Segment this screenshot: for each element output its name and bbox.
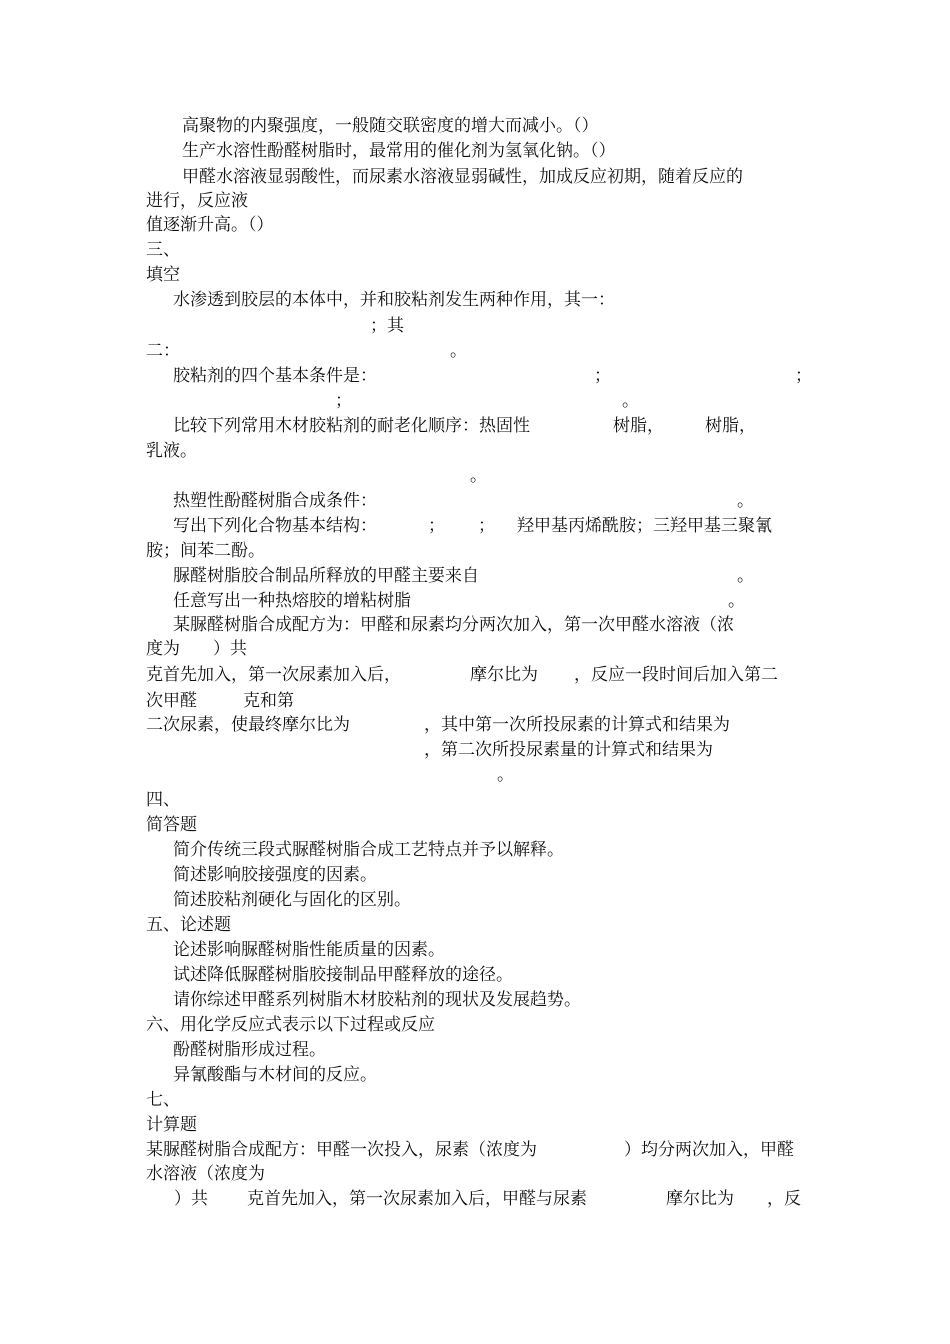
text-line: 克和第 <box>243 691 294 711</box>
section-number: 四、 <box>146 790 180 810</box>
text-line: 摩尔比为 <box>666 1189 734 1209</box>
text-line: 克首先加入，第一次尿素加入后，甲醛与尿素 <box>247 1189 587 1209</box>
text-line: 任意写出一种热熔胶的增粘树脂 <box>173 591 411 611</box>
text-line: 某脲醛树脂合成配方为：甲醛和尿素均分两次加入，第一次甲醛水溶液（浓 <box>173 615 734 635</box>
text-line: 进行，反应液 <box>146 191 248 211</box>
text-line: 。 <box>622 391 639 411</box>
text-line: 树脂， <box>705 416 756 436</box>
text-line: 值逐渐升高。（） <box>146 215 274 235</box>
text-line: ； <box>428 516 445 536</box>
text-line: 简述胶粘剂硬化与固化的区别。 <box>173 890 411 910</box>
text-line: 。 <box>470 466 487 486</box>
text-line: 。 <box>497 765 514 785</box>
text-line: ）共 <box>174 1189 208 1209</box>
text-line: 异氰酸酯与木材间的反应。 <box>173 1065 377 1085</box>
text-line: 水溶液（浓度为 <box>146 1164 265 1184</box>
text-line: 生产水溶性酚醛树脂时，最常用的催化剂为氢氧化钠。（） <box>182 141 616 161</box>
text-line: 试述降低脲醛树脂胶接制品甲醛释放的途径。 <box>173 965 513 985</box>
text-line: ； <box>594 366 611 386</box>
text-line: 水渗透到胶层的本体中，并和胶粘剂发生两种作用，其一： <box>173 290 615 310</box>
text-line: 胺；间苯二酚。 <box>146 541 265 561</box>
text-line: 高聚物的内聚强度，一般随交联密度的增大而减小。（） <box>182 116 599 136</box>
text-line: ）共 <box>213 639 247 659</box>
text-line: 请你综述甲醛系列树脂木材胶粘剂的现状及发展趋势。 <box>173 990 581 1010</box>
text-line: 胶粘剂的四个基本条件是： <box>173 366 377 386</box>
text-line: 比较下列常用木材胶粘剂的耐老化顺序：热固性 <box>173 416 530 436</box>
text-line: ；其 <box>370 316 404 336</box>
text-line: 。 <box>450 341 467 361</box>
text-line: ，反应一段时间后加入第二 <box>574 665 778 685</box>
text-line: 写出下列化合物基本结构： <box>173 516 377 536</box>
text-line: 脲醛树脂胶合制品所释放的甲醛主要来自 <box>173 566 479 586</box>
text-line: 二次尿素，使最终摩尔比为 <box>146 715 350 735</box>
text-line: ，反 <box>767 1189 801 1209</box>
section-heading: 六、用化学反应式表示以下过程或反应 <box>146 1015 435 1035</box>
text-line: 。 <box>728 591 745 611</box>
section-heading: 填空 <box>146 265 180 285</box>
text-line: 简介传统三段式脲醛树脂合成工艺特点并予以解释。 <box>173 840 564 860</box>
text-line: ； <box>478 516 495 536</box>
text-line: 甲醛水溶液显弱酸性，而尿素水溶液显弱碱性，加成反应初期，随着反应的 <box>182 167 743 187</box>
section-number: 七、 <box>146 1090 180 1110</box>
text-line: 某脲醛树脂合成配方：甲醛一次投入，尿素（浓度为 <box>146 1140 537 1160</box>
text-line: 论述影响脲醛树脂性能质量的因素。 <box>173 940 445 960</box>
text-line: 二： <box>146 341 180 361</box>
text-line: 乳液。 <box>146 441 197 461</box>
text-line: 羟甲基丙烯酰胺；三羟甲基三聚氰 <box>517 516 772 536</box>
text-line: 。 <box>737 566 754 586</box>
section-heading: 简答题 <box>146 815 197 835</box>
text-line: 。 <box>737 491 754 511</box>
text-line: 克首先加入，第一次尿素加入后， <box>146 665 401 685</box>
text-line: ）均分两次加入，甲醛 <box>624 1140 794 1160</box>
text-line: ，第二次所投尿素量的计算式和结果为 <box>424 740 713 760</box>
text-line: 次甲醛 <box>146 691 197 711</box>
section-heading: 计算题 <box>146 1115 197 1135</box>
text-line: 树脂， <box>613 416 664 436</box>
section-number: 三、 <box>146 240 180 260</box>
text-line: 酚醛树脂形成过程。 <box>173 1040 326 1060</box>
text-line: 摩尔比为 <box>470 665 538 685</box>
text-line: 热塑性酚醛树脂合成条件： <box>173 491 377 511</box>
text-line: ，其中第一次所投尿素的计算式和结果为 <box>424 715 730 735</box>
text-line: ； <box>795 366 812 386</box>
text-line: ； <box>335 391 352 411</box>
section-heading: 五、论述题 <box>146 915 231 935</box>
text-line: 简述影响胶接强度的因素。 <box>173 865 377 885</box>
text-line: 度为 <box>146 639 180 659</box>
